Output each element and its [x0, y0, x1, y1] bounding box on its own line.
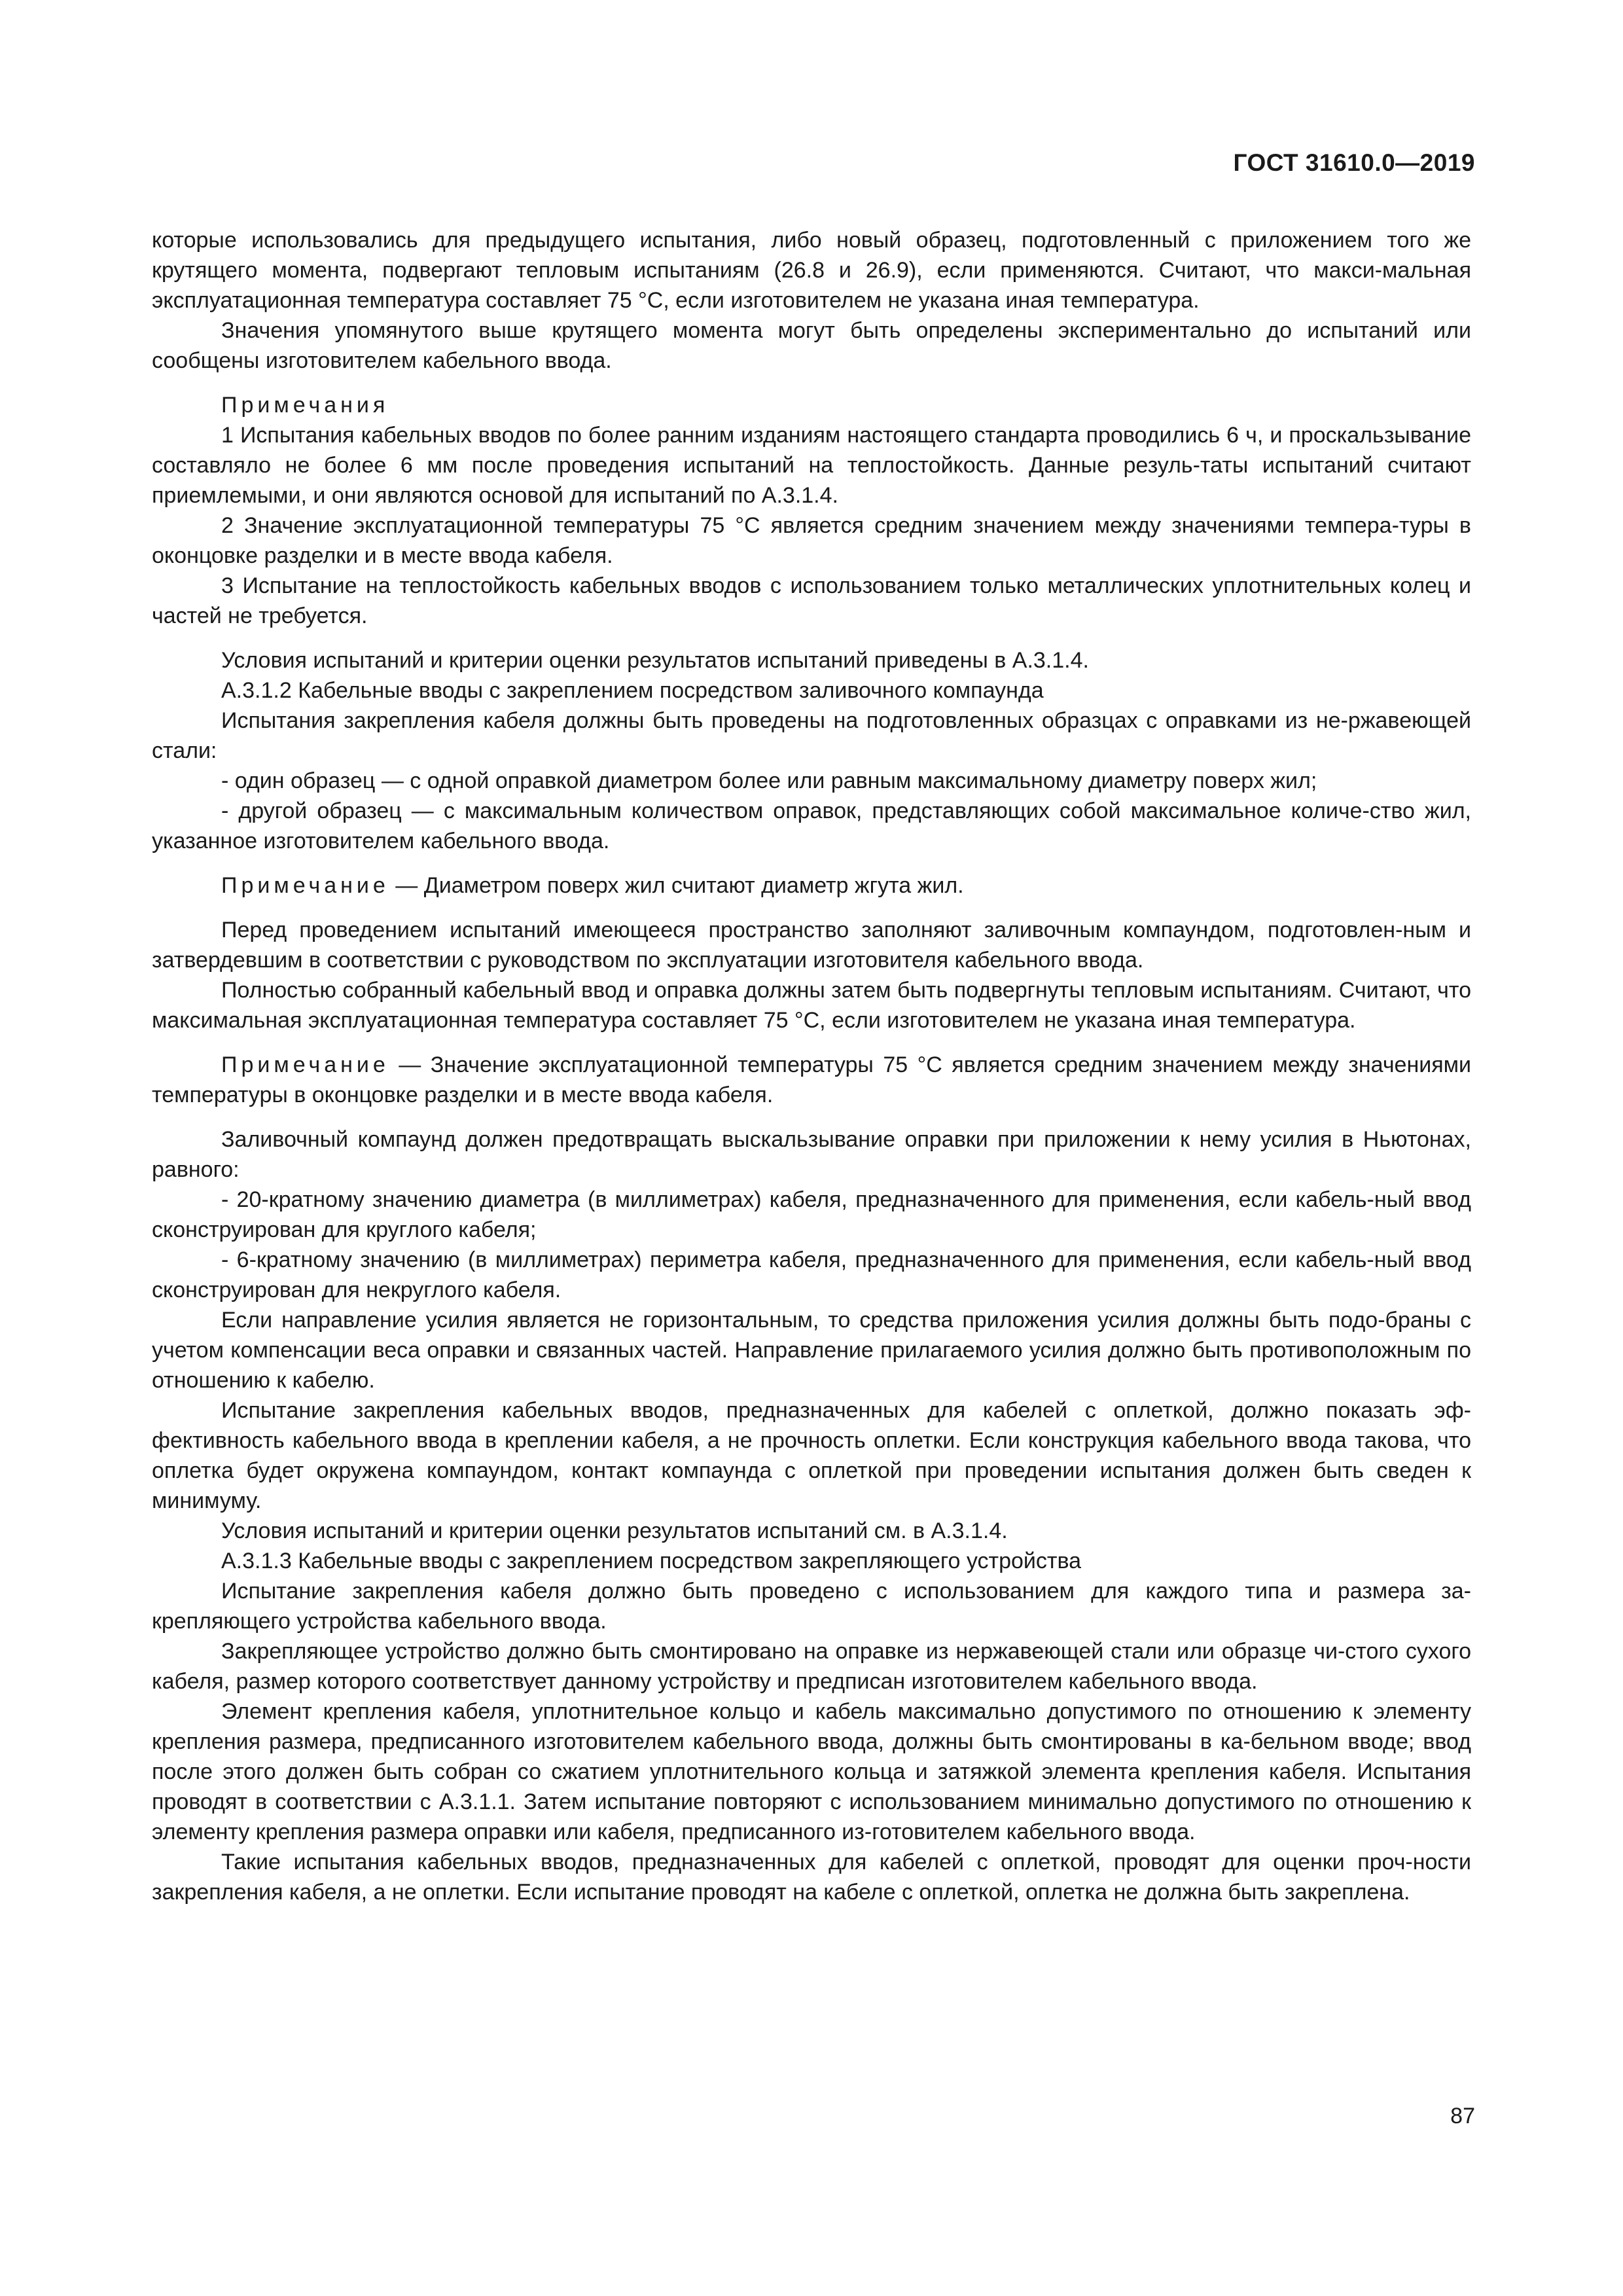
- paragraph: которые использовались для предыдущего испытания, либо новый образец, подготовленный с приложением того же крутящего момента, подвергают тепловым испытаниям (26.8 и 26.9), если применяются. Считают, что макси-мальная эксплуатационная температура составляет 75 °С, если изготовителем не указана иная температура.: [152, 228, 1471, 313]
- paragraph: Условия испытаний и критерии оценки результатов испытаний приведены в А.3.1.4.: [221, 648, 1089, 673]
- document-body: [152, 225, 1471, 1907]
- document-header: ГОСТ 31610.0—2019: [1233, 149, 1475, 176]
- notes-title: Примечания: [221, 393, 389, 418]
- paragraph: Полностью собранный кабельный ввод и оправка должны затем быть подвергнуты тепловым испытаниям. Считают, что максимальная эксплуатационная температура составляет 75 °С, если изготовителем не указана иная температура.: [152, 978, 1471, 1033]
- paragraph: Если направление усилия является не горизонтальным, то средства приложения усилия должны быть подо-браны с учетом компенсации веса оправки и связанных частей. Направление прилагаемого усилия должно быть противоположным по отношению к кабелю.: [152, 1308, 1471, 1393]
- note-label: Примечание: [221, 1052, 389, 1077]
- list-item: - 20-кратному значению диаметра (в миллиметрах) кабеля, предназначенного для применения, если кабель-ный ввод сконструирован для круглого кабеля;: [152, 1187, 1471, 1242]
- note-label: Примечание: [221, 873, 389, 898]
- page-number: 87: [1450, 2104, 1475, 2128]
- note-text: — Значение эксплуатационной температуры 75 °С является средним значением между значениями температуры в оконцовке разделки и в месте ввода кабеля.: [152, 1052, 1471, 1107]
- list-item: - один образец — с одной оправкой диаметром более или равным максимальному диаметру поверх жил;: [221, 768, 1317, 793]
- paragraph: Закрепляющее устройство должно быть смонтировано на оправке из нержавеющей стали или образце чи-стого сухого кабеля, размер которого соответствует данному устройству и предписан изготовителем кабельного ввода.: [152, 1639, 1471, 1694]
- section-heading: А.3.1.2 Кабельные вводы с закреплением посредством заливочного компаунда: [221, 678, 1044, 703]
- paragraph: Испытание закрепления кабельных вводов, предназначенных для кабелей с оплеткой, должно показать эф-фективность кабельного ввода в креплении кабеля, а не прочность оплетки. Если конструкция кабельного ввода такова, что оплетка будет окружена компаундом, контакт компаунда с оплеткой при проведении испытания должен быть сведен к минимуму.: [152, 1398, 1471, 1513]
- note-item: 2 Значение эксплуатационной температуры 75 °С является средним значением между значениями темпера-туры в оконцовке разделки и в месте ввода кабеля.: [152, 513, 1471, 568]
- note-item: 3 Испытание на теплостойкость кабельных вводов с использованием только металлических уплотнительных колец и частей не требуется.: [152, 573, 1471, 628]
- section-heading: А.3.1.3 Кабельные вводы с закреплением посредством закрепляющего устройства: [221, 1549, 1082, 1573]
- note-item: 1 Испытания кабельных вводов по более ранним изданиям настоящего стандарта проводились 6 ч, и проскальзывание составляло не более 6 мм после проведения испытаний на теплостойкость. Данные резуль-таты испытаний считают приемлемыми, и они являются основой для испытаний по А.3.1.4.: [152, 423, 1471, 508]
- paragraph: Испытания закрепления кабеля должны быть проведены на подготовленных образцах с оправками из не-ржавеющей стали:: [152, 708, 1471, 763]
- list-item: - другой образец — с максимальным количеством оправок, представляющих собой максимальное количе-ство жил, указанное изготовителем кабельного ввода.: [152, 798, 1471, 853]
- paragraph: Испытание закрепления кабеля должно быть проведено с использованием для каждого типа и размера за-крепляющего устройства кабельного ввода.: [152, 1579, 1471, 1634]
- paragraph: Элемент крепления кабеля, уплотнительное кольцо и кабель максимально допустимого по отношению к элементу крепления размера, предписанного изготовителем кабельного ввода, должны быть смонтированы в ка-бельном вводе; ввод после этого должен быть собран со сжатием уплотнительного кольца и затяжкой элемента крепления кабеля. Испытания проводят в соответствии с А.3.1.1. Затем испытание повторяют с использованием минимально допустимого по отношению к элементу крепления размера оправки или кабеля, предписанного из-готовителем кабельного ввода.: [152, 1699, 1471, 1844]
- list-item: - 6-кратному значению (в миллиметрах) периметра кабеля, предназначенного для применения, если кабель-ный ввод сконструирован для некруглого кабеля.: [152, 1247, 1471, 1302]
- paragraph: Значения упомянутого выше крутящего момента могут быть определены экспериментально до испытаний или сообщены изготовителем кабельного ввода.: [152, 318, 1471, 373]
- note-text: — Диаметром поверх жил считают диаметр жгута жил.: [389, 873, 964, 898]
- paragraph: Условия испытаний и критерии оценки результатов испытаний см. в А.3.1.4.: [221, 1518, 1008, 1543]
- note: [152, 1050, 1471, 1110]
- note: [152, 870, 1471, 901]
- paragraph: Такие испытания кабельных вводов, предназначенных для кабелей с оплеткой, проводят для оценки проч-ности закрепления кабеля, а не оплетки. Если испытание проводят на кабеле с оплеткой, оплетка не должна быть закреплена.: [152, 1850, 1471, 1905]
- paragraph: Перед проведением испытаний имеющееся пространство заполняют заливочным компаундом, подготовлен-ным и затвердевшим в соответствии с руководством по эксплуатации изготовителя кабельного ввода.: [152, 918, 1471, 973]
- paragraph: Заливочный компаунд должен предотвращать выскальзывание оправки при приложении к нему усилия в Ньютонах, равного:: [152, 1127, 1471, 1182]
